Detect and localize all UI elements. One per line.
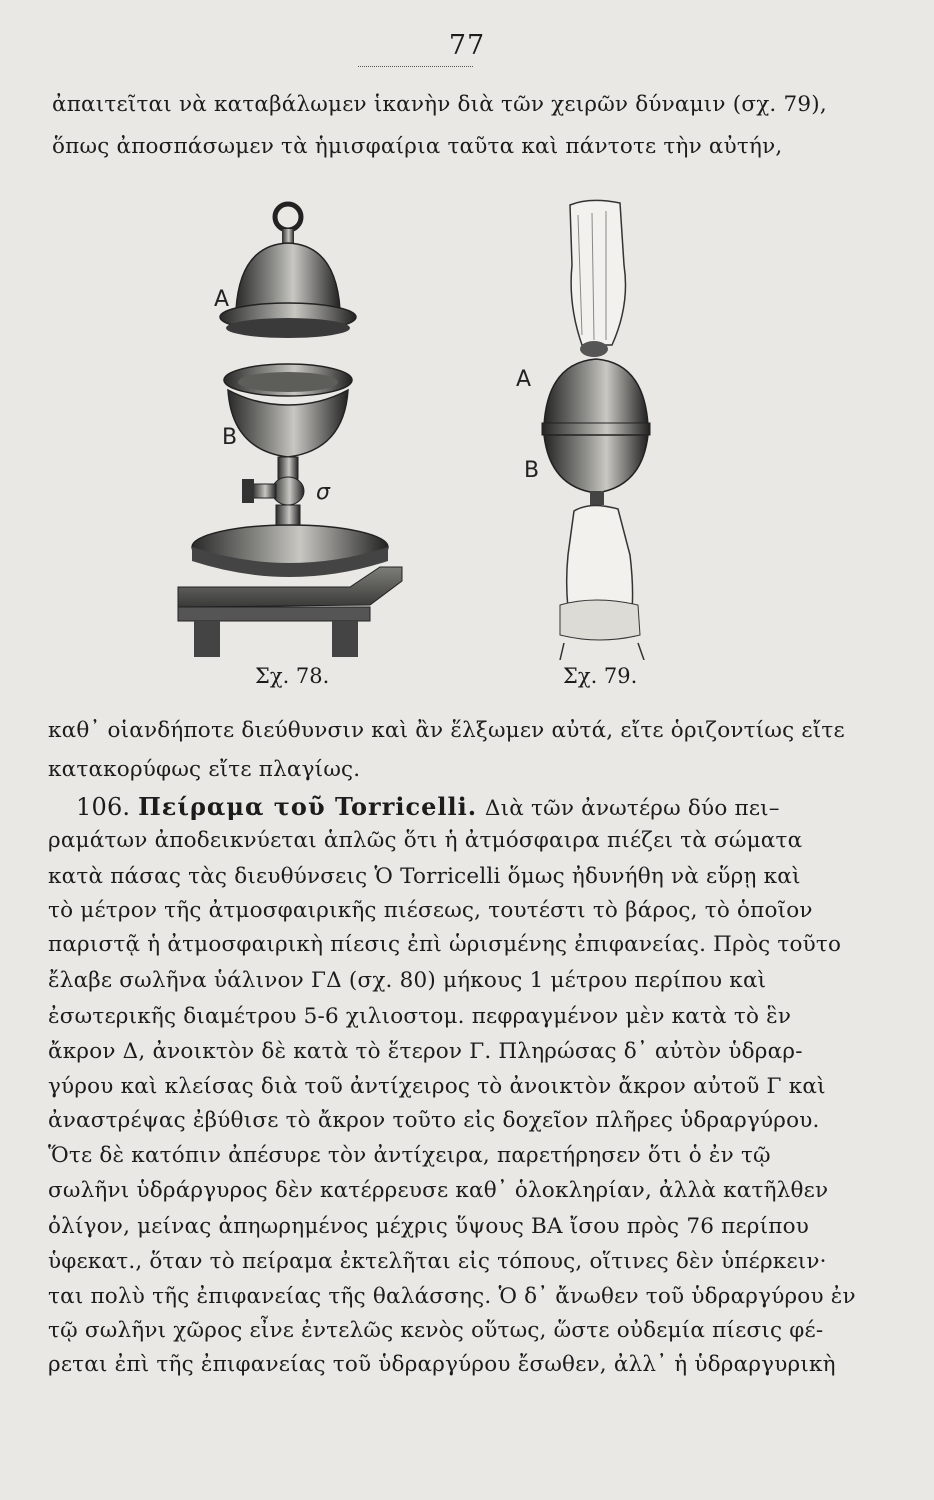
section-heading-line [76, 792, 780, 821]
section-line: ραμάτων ἀποδεικνύεται ἁπλῶς ὅτι ἡ ἀτμόσφαιρα πιέζει τὰ σώματα [48, 828, 803, 853]
intro-line-1: ἀπαιτεῖται νὰ καταβάλωμεν ἱκανὴν διὰ τῶν χειρῶν δύναμιν (σχ. 79), [52, 92, 827, 117]
section-line: Ὅτε δὲ κατόπιν ἀπέσυρε τὸν ἀντίχειρα, παρετήρησεν ὅτι ὁ ἐν τῷ [48, 1143, 771, 1168]
section-line: ὀλίγον, μείνας ἀπηωρημένος μέχρις ὕψους ΒΑ ἴσου πρὸς 76 περίπου [48, 1214, 810, 1239]
section-line: σωλῆνι ὑδράργυρος δὲν κατέρρευσε καθ᾽ ὁλοκληρίαν, ἀλλὰ κατῆλθεν [48, 1178, 829, 1203]
figure-79-label-b: B [524, 458, 540, 483]
figure-78-label-b: B [222, 425, 238, 450]
section-line: τὸ μέτρον τῆς ἀτμοσφαιρικῆς πιέσεως, τουτέστι τὸ βάρος, τὸ ὁποῖον [48, 898, 813, 923]
page-number-divider [358, 66, 473, 67]
section-line: ἀναστρέψας ἐβύθισε τὸ ἄκρον τοῦτο εἰς δοχεῖον πλῆρες ὑδραργύρου. [48, 1108, 820, 1133]
figure-78-label-a: A [214, 287, 230, 312]
section-line: τῷ σωλῆνι χῶρος εἶνε ἐντελῶς κενὸς οὕτως, ὥστε οὐδεμία πίεσις φέ- [48, 1318, 824, 1343]
figure-79-label-a: A [516, 367, 532, 392]
section-line: παριστᾷ ἡ ἀτμοσφαιρικὴ πίεσις ἐπὶ ὡρισμένης ἐπιφανείας. Πρὸς τοῦτο [48, 932, 842, 957]
section-line: ἐσωτερικῆς διαμέτρου 5-6 χιλιοστομ. πεφραγμένον μὲν κατὰ τὸ ἓν [48, 1004, 792, 1029]
section-line: ἔλαβε σωλῆνα ὑάλινον ΓΔ (σχ. 80) μήκους 1 μέτρου περίπου καὶ [48, 968, 767, 993]
paragraph-line: κατακορύφως εἴτε πλαγίως. [48, 757, 361, 782]
section-number: 106. [76, 793, 131, 821]
section-title: Πείραμα τοῦ Torricelli. [138, 792, 478, 821]
figure-79-caption: Σχ. 79. [563, 664, 638, 688]
section-line: γύρου καὶ κλείσας διὰ τοῦ ἀντίχειρος τὸ ἀνοικτὸν ἄκρον αὐτοῦ Γ καὶ [48, 1074, 826, 1099]
figure-79-hands-pulling-hemispheres [520, 195, 700, 660]
section-line: κατὰ πάσας τὰς διευθύνσεις Ὁ Torricelli ὅμως ἠδυνήθη νὰ εὕρῃ καὶ [48, 864, 801, 889]
section-line: ἄκρον Δ, ἀνοικτὸν δὲ κατὰ τὸ ἕτερον Γ. Πληρώσας δ᾽ αὐτὸν ὑδραρ- [48, 1039, 803, 1064]
page-number: 77 [448, 30, 486, 61]
section-line: ται πολὺ τῆς ἐπιφανείας τῆς θαλάσσης. Ὁ δ᾽ ἄνωθεν τοῦ ὑδραργύρου ἐν [48, 1284, 856, 1309]
section-first-line-text: Διὰ τῶν ἀνωτέρω δύο πει– [484, 796, 780, 821]
figure-78-hemispheres-apparatus [170, 195, 410, 660]
section-line: ρεται ἐπὶ τῆς ἐπιφανείας τοῦ ὑδραργύρου ἔσωθεν, ἀλλ᾽ ἡ ὑδραργυρικὴ [48, 1352, 836, 1377]
figure-78-caption: Σχ. 78. [255, 664, 330, 688]
intro-line-2: ὅπως ἀποσπάσωμεν τὰ ἡμισφαίρια ταῦτα καὶ πάντοτε τὴν αὐτήν, [52, 134, 783, 159]
section-line: ὑφεκατ., ὅταν τὸ πείραμα ἐκτελῆται εἰς τόπους, οἵτινες δὲν ὑπέρκειν· [48, 1249, 827, 1274]
figure-78-label-sigma: σ [316, 480, 330, 505]
paragraph-line: καθ᾽ οἱανδήποτε διεύθυνσιν καὶ ἂν ἕλξωμεν αὐτά, εἴτε ὁριζοντίως εἴτε [48, 718, 845, 743]
